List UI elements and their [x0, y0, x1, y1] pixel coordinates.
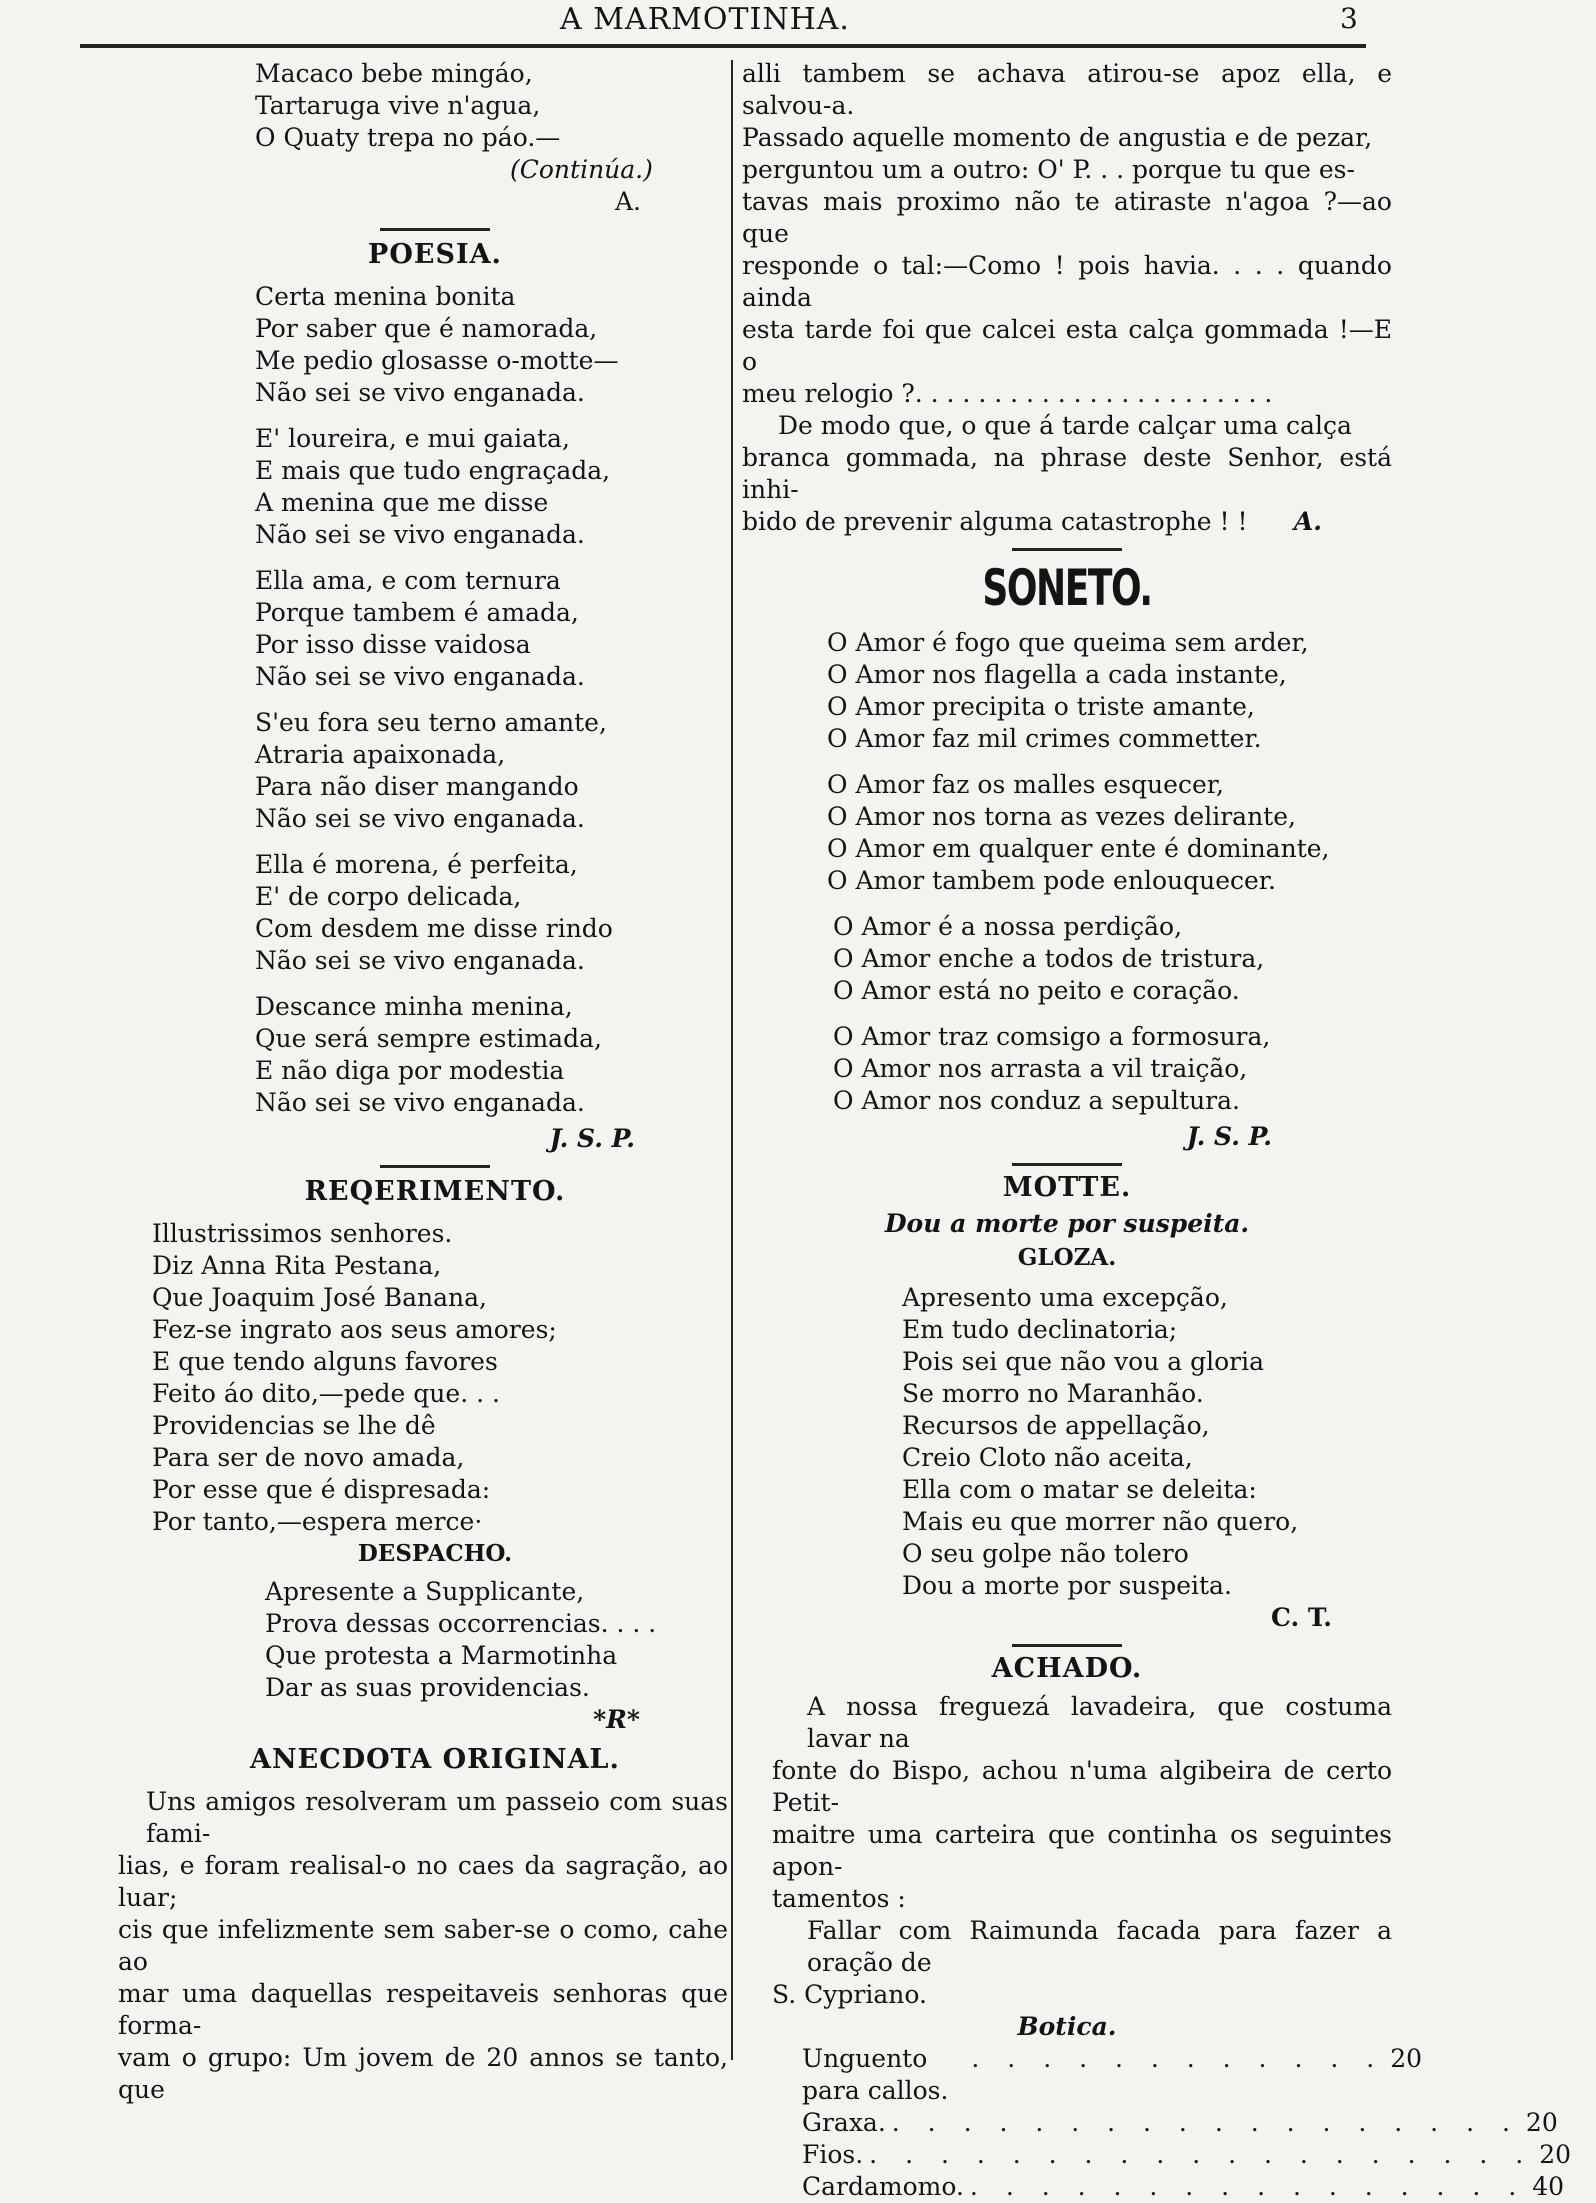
- verse-line: Para não diser mangando: [255, 772, 579, 801]
- prose-line: Uns amigos resolveram um passeio com suas fami-: [146, 1787, 728, 1848]
- prose-line: A nossa freguezá lavadeira, que costuma lavar na: [807, 1692, 1392, 1753]
- poesia-heading: POESIA.: [368, 239, 502, 270]
- verse-line: O Amor em qualquer ente é dominante,: [827, 834, 1330, 863]
- verse-line: O Amor tambem pode enlouquecer.: [827, 866, 1276, 895]
- verse-line: Diz Anna Rita Pestana,: [152, 1251, 442, 1280]
- list-item: [802, 2171, 1565, 2203]
- verse-line: Atraria apaixonada,: [255, 740, 506, 769]
- stanza: [255, 849, 730, 977]
- item-value: 20: [1525, 2108, 1558, 2137]
- verse-line: Mais eu que morrer não quero,: [902, 1507, 1299, 1536]
- gloza-poem: [742, 1282, 1392, 1602]
- header-rule: [80, 44, 1366, 48]
- soneto-poem: [742, 627, 1392, 1117]
- verse-line: O Quaty trepa no páo.—: [255, 123, 561, 152]
- continua-note: (Continúa.): [510, 155, 653, 184]
- section-rule: [1012, 1644, 1122, 1647]
- section-rule: [1012, 1163, 1122, 1166]
- verse-line: Com desdem me disse rindo: [255, 914, 613, 943]
- item-name: Graxa.: [802, 2108, 886, 2137]
- intro-verse: [140, 58, 730, 218]
- verse-line: O Amor nos flagella a cada instante,: [827, 660, 1287, 689]
- prose-line: fonte do Bispo, achou n'uma algibeira de certo Petit-: [772, 1756, 1392, 1817]
- achado-body: [742, 1691, 1392, 2011]
- verse-line: O Amor faz os malles esquecer,: [827, 770, 1224, 799]
- item-name: Unguento para callos.: [802, 2044, 949, 2105]
- prose-line: vam o grupo: Um jovem de 20 annos se tanto, que: [118, 2043, 728, 2104]
- newspaper-title: A MARMOTINHA.: [560, 2, 850, 37]
- verse-line: O Amor nos torna as vezes delirante,: [827, 802, 1296, 831]
- leader-dots: . . . . . . . . . . . . . . . .: [969, 2172, 1527, 2201]
- signature: *R*: [593, 1705, 640, 1734]
- verse-line: Ella é morena, é perfeita,: [255, 850, 578, 879]
- prose-line: tavas mais proximo não te atiraste n'agoa ?—ao que: [742, 187, 1392, 248]
- verse-line: Prova dessas occorrencias. . . .: [265, 1609, 657, 1638]
- motte-line: Dou a morte por suspeita.: [884, 1209, 1250, 1238]
- column-divider: [731, 60, 733, 2060]
- item-value: 20: [1390, 2044, 1422, 2073]
- stanza: [255, 281, 730, 409]
- verse-line: Não sei se vivo enganada.: [255, 662, 585, 691]
- stanza: [827, 911, 1392, 1007]
- prose-line: alli tambem se achava atirou-se apoz ella, e salvou-a.: [742, 59, 1392, 120]
- leader-dots: . . . . . . . . . . . .: [971, 2044, 1385, 2073]
- botica-list: [742, 2043, 1572, 2203]
- signature: J. S. P.: [549, 1124, 635, 1153]
- prose-line: cis que infelizmente sem saber-se o como, cahe ao: [118, 1915, 728, 1976]
- verse-line: E mais que tudo engraçada,: [255, 456, 611, 485]
- page-number: 3: [1340, 2, 1358, 35]
- requerimento-heading: REQERIMENTO.: [304, 1176, 566, 1207]
- page-header: [0, 0, 1596, 52]
- verse-line: Não sei se vivo enganada.: [255, 1088, 585, 1117]
- prose-line: bido de prevenir alguma catastrophe ! !: [742, 507, 1248, 536]
- verse-line: Não sei se vivo enganada.: [255, 946, 585, 975]
- anecdota-body: [118, 1786, 728, 2106]
- verse-line: O Amor nos arrasta a vil traição,: [833, 1054, 1248, 1083]
- stanza: [255, 707, 730, 835]
- prose-line: maitre uma carteira que continha os seguintes apon-: [772, 1820, 1392, 1881]
- signature: A.: [1293, 507, 1322, 536]
- verse-line: Que protesta a Marmotinha: [265, 1641, 618, 1670]
- verse-line: Apresente a Supplicante,: [265, 1577, 585, 1606]
- verse-line: Apresento uma excepção,: [902, 1283, 1228, 1312]
- list-item: [802, 2107, 1558, 2139]
- despacho-heading: DESPACHO.: [357, 1540, 513, 1567]
- prose-line: meu relogio ?. . . . . . . . . . . . . . . . . . . . . . .: [742, 379, 1273, 408]
- verse-line: Macaco bebe mingáo,: [255, 59, 533, 88]
- right-column: [742, 58, 1572, 2203]
- prose-line: responde o tal:—Como ! pois havia. . . . quando ainda: [742, 251, 1392, 312]
- achado-heading: ACHADO.: [991, 1653, 1143, 1684]
- prose-last-line: [742, 506, 1392, 538]
- verse-line: Não sei se vivo enganada.: [255, 378, 585, 407]
- verse-line: O Amor precipita o triste amante,: [827, 692, 1255, 721]
- anecdota-heading: ANECDOTA ORIGINAL.: [250, 1744, 620, 1775]
- anecdota-continuation: [742, 58, 1392, 538]
- verse-line: Por tanto,—espera merce·: [152, 1507, 483, 1536]
- item-value: 40: [1532, 2172, 1565, 2201]
- verse-line: O Amor faz mil crimes commetter.: [827, 724, 1262, 753]
- verse-line: Que será sempre estimada,: [255, 1024, 602, 1053]
- item-value: 20: [1539, 2140, 1572, 2169]
- prose-line: De modo que, o que á tarde calçar uma calça: [778, 411, 1352, 440]
- signature: J. S. P.: [1186, 1122, 1272, 1151]
- signature: A.: [615, 187, 642, 216]
- stanza: [255, 423, 730, 551]
- verse-line: O Amor é fogo que queima sem arder,: [827, 628, 1309, 657]
- verse-line: E' de corpo delicada,: [255, 882, 522, 911]
- prose-line: perguntou um a outro: O' P. . . porque tu que es-: [742, 155, 1355, 184]
- verse-line: Que Joaquim José Banana,: [152, 1283, 487, 1312]
- verse-line: Tartaruga vive n'agua,: [255, 91, 541, 120]
- verse-line: Dar as suas providencias.: [265, 1673, 590, 1702]
- left-column: [118, 58, 730, 2106]
- requerimento-body: [140, 1218, 730, 1538]
- verse-line: Para ser de novo amada,: [152, 1443, 465, 1472]
- verse-line: O Amor nos conduz a sepultura.: [833, 1086, 1240, 1115]
- verse-line: O seu golpe não tolero: [902, 1539, 1189, 1568]
- stanza: [827, 627, 1392, 755]
- verse-line: Me pedio glosasse o-motte—: [255, 346, 619, 375]
- list-item: [802, 2139, 1572, 2171]
- verse-line: O Amor é a nossa perdição,: [833, 912, 1183, 941]
- verse-line: Ella ama, e com ternura: [255, 566, 561, 595]
- verse-line: Porque tambem é amada,: [255, 598, 579, 627]
- leader-dots: . . . . . . . . . . . . . . . . . . .: [869, 2140, 1534, 2169]
- stanza: [255, 991, 730, 1119]
- signature: C. T.: [1271, 1603, 1332, 1632]
- gloza-heading: GLOZA.: [1017, 1244, 1117, 1271]
- prose-line: esta tarde foi que calcei esta calça gommada !—E o: [742, 315, 1392, 376]
- stanza: [827, 1021, 1392, 1117]
- verse-line: A menina que me disse: [255, 488, 549, 517]
- verse-line: Fez-se ingrato aos seus amores;: [152, 1315, 557, 1344]
- prose-line: mar uma daquellas respeitaveis senhoras que forma-: [118, 1979, 728, 2040]
- verse-line: Providencias se lhe dê: [152, 1411, 436, 1440]
- prose-line: Passado aquelle momento de angustia e de pezar,: [742, 123, 1373, 152]
- botica-heading: Botica.: [1017, 2012, 1117, 2041]
- prose-line: lias, e foram realisal-o no caes da sagração, ao luar;: [118, 1851, 728, 1912]
- verse-line: Recursos de appellação,: [902, 1411, 1210, 1440]
- section-rule: [380, 1165, 490, 1168]
- verse-line: O Amor enche a todos de tristura,: [833, 944, 1265, 973]
- verse-line: Pois sei que não vou a gloria: [902, 1347, 1265, 1376]
- verse-line: E que tendo alguns favores: [152, 1347, 498, 1376]
- verse-line: Por esse que é dispresada:: [152, 1475, 491, 1504]
- leader-dots: . . . . . . . . . . . . . . . . . .: [891, 2108, 1520, 2137]
- verse-line: E não diga por modestia: [255, 1056, 565, 1085]
- verse-line: O Amor traz comsigo a formosura,: [833, 1022, 1271, 1051]
- verse-line: Creio Cloto não aceita,: [902, 1443, 1193, 1472]
- soneto-heading: SONETO.: [982, 559, 1152, 617]
- prose-line: Fallar com Raimunda facada para fazer a oração de: [807, 1916, 1392, 1977]
- prose-line: S. Cypriano.: [772, 1980, 927, 2009]
- verse-line: Se morro no Maranhão.: [902, 1379, 1204, 1408]
- verse-line: Feito áo dito,—pede que. . .: [152, 1379, 500, 1408]
- verse-line: Por isso disse vaidosa: [255, 630, 531, 659]
- motte-heading: MOTTE.: [1002, 1172, 1132, 1203]
- verse-line: Não sei se vivo enganada.: [255, 804, 585, 833]
- verse-line: Illustrissimos senhores.: [152, 1219, 453, 1248]
- prose-line: tamentos :: [772, 1884, 906, 1913]
- section-rule: [1012, 548, 1122, 551]
- verse-line: Certa menina bonita: [255, 282, 516, 311]
- verse-line: Em tudo declinatoria;: [902, 1315, 1178, 1344]
- list-item: [802, 2043, 1422, 2107]
- verse-line: Não sei se vivo enganada.: [255, 520, 585, 549]
- verse-line: Descance minha menina,: [255, 992, 573, 1021]
- stanza: [255, 565, 730, 693]
- item-name: Fios.: [802, 2140, 864, 2169]
- despacho-body: [140, 1576, 730, 1704]
- verse-line: Ella com o matar se deleita:: [902, 1475, 1257, 1504]
- verse-line: Dou a morte por suspeita.: [902, 1571, 1232, 1600]
- verse-line: O Amor está no peito e coração.: [833, 976, 1240, 1005]
- poesia-poem: [140, 281, 730, 1119]
- verse-line: E' loureira, e mui gaiata,: [255, 424, 570, 453]
- stanza: [827, 769, 1392, 897]
- verse-line: S'eu fora seu terno amante,: [255, 708, 607, 737]
- item-name: Cardamomo.: [802, 2172, 964, 2201]
- prose-line: branca gommada, na phrase deste Senhor, está inhi-: [742, 443, 1392, 504]
- section-rule: [380, 228, 490, 231]
- verse-line: Por saber que é namorada,: [255, 314, 598, 343]
